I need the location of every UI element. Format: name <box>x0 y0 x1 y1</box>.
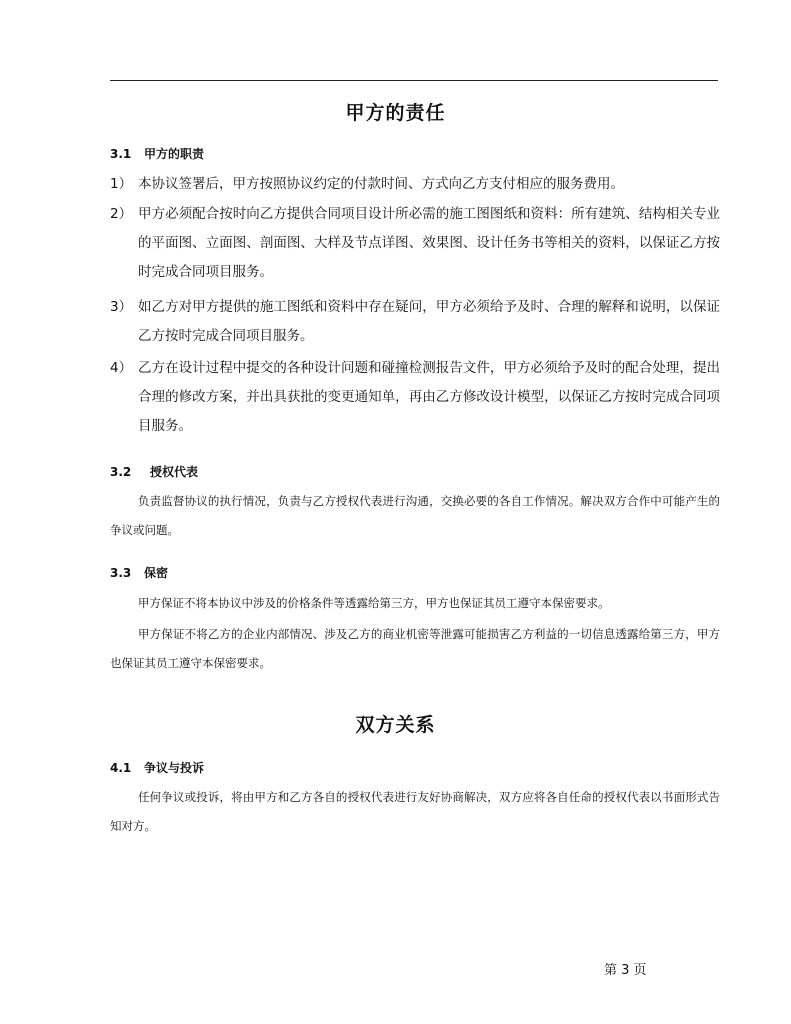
subsection-number: 3.3 <box>110 566 132 580</box>
list-item <box>110 170 720 199</box>
subsection-title: 授权代表 <box>150 465 199 479</box>
subsection-number: 4.1 <box>110 761 132 775</box>
subsection-heading-3-1 <box>110 145 204 162</box>
list-item-text: 乙方在设计过程中提交的各种设计问题和碰撞检测报告文件，甲方必须给予及时的配合处理，提出合理的修改方案，并出具获批的变更通知单，再由乙方修改设计模型，以保证乙方按时完成合同项目服务。 <box>138 360 720 434</box>
section-title-relations: 双方关系 <box>355 714 436 736</box>
list-item-number: 4） <box>110 360 133 376</box>
paragraph: 甲方保证不将本协议中涉及的价格条件等透露给第三方，甲方也保证其员工遵守本保密要求。 <box>138 596 610 610</box>
subsection-title: 争议与投诉 <box>144 761 205 775</box>
list-item-text: 甲方必须配合按时向乙方提供合同项目设计所必需的施工图图纸和资料：所有建筑、结构相关专业的平面图、立面图、剖面图、大样及节点详图、效果图、设计任务书等相关的资料，以保证乙方按时完成合同项目服务。 <box>138 206 720 280</box>
paragraph: 甲方保证不将乙方的企业内部情况、涉及乙方的商业机密等泄露可能损害乙方利益的一切信息透露给第三方，甲方也保证其员工遵守本保密要求。 <box>110 627 720 670</box>
list-item-number: 2） <box>110 206 133 222</box>
list-item <box>110 200 720 287</box>
list-item <box>110 293 720 351</box>
list-item-text: 本协议签署后，甲方按照协议约定的付款时间、方式向乙方支付相应的服务费用。 <box>138 176 624 192</box>
subsection-title: 保密 <box>144 566 169 580</box>
list-item-number: 3） <box>110 299 133 315</box>
paragraph: 任何争议或投诉，将由甲方和乙方各自的授权代表进行友好协商解决，双方应将各自任命的授权代表以书面形式告知对方。 <box>110 790 720 833</box>
list-item-text: 如乙方对甲方提供的施工图纸和资料中存在疑问，甲方必须给予及时、合理的解释和说明，以保证乙方按时完成合同项目服务。 <box>138 299 720 344</box>
page-number: 第 3 页 <box>604 963 647 978</box>
subsection-number: 3.2 <box>110 465 132 479</box>
subsection-title: 甲方的职责 <box>144 147 205 161</box>
subsection-heading-3-3 <box>110 564 168 581</box>
paragraph: 负责监督协议的执行情况，负责与乙方授权代表进行沟通，交换必要的各自工作情况。解决双方合作中可能产生的争议或问题。 <box>110 494 720 537</box>
list-item <box>110 354 720 441</box>
section-title-party-a: 甲方的责任 <box>345 102 446 124</box>
subsection-heading-3-2 <box>110 463 198 480</box>
subsection-heading-4-1 <box>110 759 204 776</box>
header-rule <box>110 80 718 81</box>
subsection-number: 3.1 <box>110 147 132 161</box>
list-item-number: 1） <box>110 176 133 192</box>
